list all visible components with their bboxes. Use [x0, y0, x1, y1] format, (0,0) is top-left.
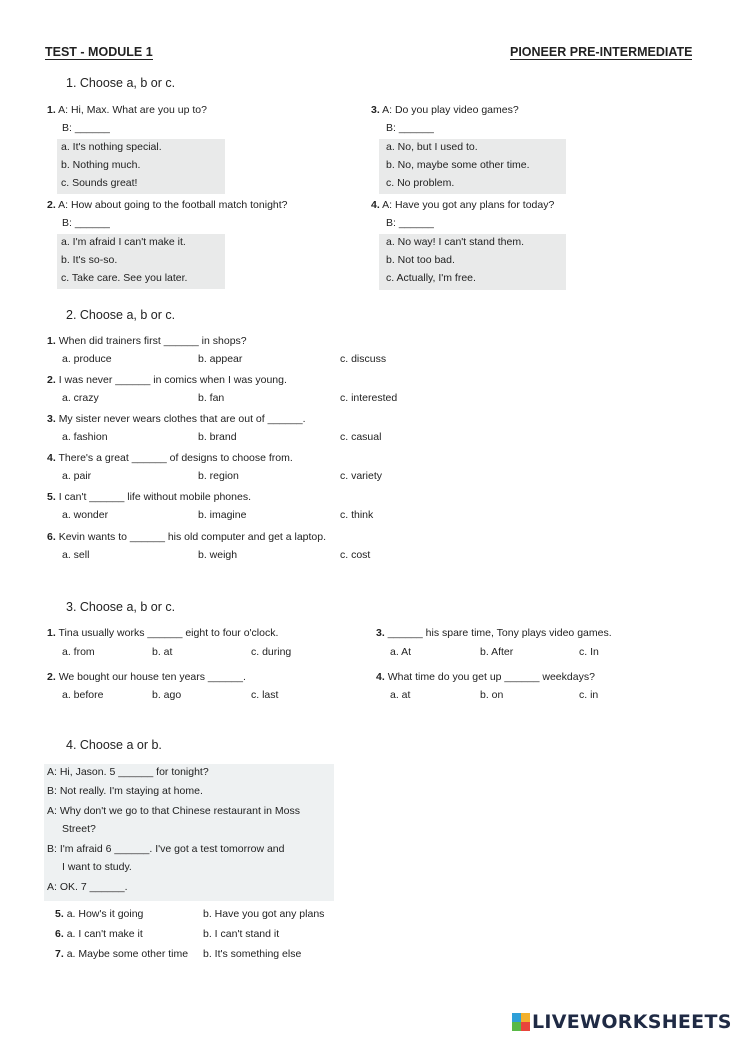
item-number: 4.: [376, 671, 385, 683]
question: [376, 627, 612, 640]
option-c[interactable]: c. last: [251, 689, 279, 701]
question-text: What time do you get up ______ weekdays?: [387, 671, 595, 683]
section-3-title: 3. Choose a, b or c.: [66, 600, 176, 614]
item-4-a-line: [371, 199, 554, 212]
item-number: 5.: [55, 908, 64, 920]
item-number: 4.: [47, 452, 56, 464]
option-c[interactable]: c. Actually, I'm free.: [386, 272, 476, 284]
item-number: 4.: [371, 199, 380, 211]
question: [47, 671, 246, 684]
option-a[interactable]: a. wonder: [62, 509, 109, 521]
option-a-text: a. I can't make it: [66, 928, 143, 940]
option-b[interactable]: b. Not too bad.: [386, 254, 455, 266]
badge-tile: [521, 1022, 530, 1031]
option-b[interactable]: b. brand: [198, 431, 237, 443]
item-3-a-line: [371, 104, 519, 117]
question-text: Tina usually works ______ eight to four o'clock.: [58, 627, 279, 639]
option-a[interactable]: a. pair: [62, 470, 92, 482]
question: [47, 374, 287, 387]
test-title: TEST - MODULE 1: [45, 45, 153, 59]
section-1-title: 1. Choose a, b or c.: [66, 76, 176, 90]
option-a[interactable]: [55, 908, 143, 921]
option-a[interactable]: a. It's nothing special.: [61, 141, 162, 153]
item-number: 2.: [47, 374, 56, 386]
question-text: A: Have you got any plans for today?: [382, 199, 555, 211]
question-text: ______ his spare time, Tony plays video games.: [387, 627, 612, 639]
question: [47, 335, 247, 348]
option-c[interactable]: c. No problem.: [386, 177, 455, 189]
option-b[interactable]: b. It's something else: [203, 948, 302, 960]
dialogue-line: A: OK. 7 ______.: [47, 881, 128, 893]
item-1-b-line[interactable]: B: ______: [62, 122, 110, 134]
option-c[interactable]: c. during: [251, 646, 292, 658]
option-a[interactable]: a. sell: [62, 549, 90, 561]
option-c[interactable]: c. variety: [340, 470, 383, 482]
option-c[interactable]: c. think: [340, 509, 374, 521]
dialogue-line: I want to study.: [62, 861, 132, 873]
question: [47, 531, 326, 544]
item-1-a-line: [47, 104, 207, 117]
option-b[interactable]: b. It's so-so.: [61, 254, 118, 266]
option-a[interactable]: a. At: [390, 646, 412, 658]
item-number: 3.: [376, 627, 385, 639]
option-c[interactable]: c. In: [579, 646, 599, 658]
item-2-a-line: [47, 199, 288, 212]
option-b[interactable]: b. fan: [198, 392, 225, 404]
question-text: We bought our house ten years ______.: [58, 671, 246, 683]
option-a[interactable]: a. I'm afraid I can't make it.: [61, 236, 186, 248]
option-a[interactable]: a. at: [390, 689, 411, 701]
question-text: I was never ______ in comics when I was young.: [58, 374, 287, 386]
section-2-title: 2. Choose a, b or c.: [66, 308, 176, 322]
liveworksheets-badge-icon: [512, 1013, 530, 1031]
question-text: Kevin wants to ______ his old computer and get a laptop.: [58, 531, 327, 543]
item-3-b-line[interactable]: B: ______: [386, 122, 434, 134]
option-a[interactable]: a. No way! I can't stand them.: [386, 236, 524, 248]
item-number: 7.: [55, 948, 64, 960]
question-text: A: Do you play video games?: [382, 104, 519, 116]
option-c[interactable]: c. casual: [340, 431, 382, 443]
book-title: PIONEER PRE-INTERMEDIATE: [510, 45, 693, 59]
item-number: 6.: [47, 531, 56, 543]
item-number: 5.: [47, 491, 56, 503]
option-c[interactable]: c. discuss: [340, 353, 387, 365]
option-b[interactable]: b. No, maybe some other time.: [386, 159, 530, 171]
question-text: A: Hi, Max. What are you up to?: [58, 104, 207, 116]
question: [47, 491, 251, 504]
option-b[interactable]: b. region: [198, 470, 239, 482]
badge-tile: [521, 1013, 530, 1022]
option-b[interactable]: b. weigh: [198, 549, 238, 561]
item-number: 2.: [47, 671, 56, 683]
item-number: 3.: [47, 413, 56, 425]
dialogue-line: B: I'm afraid 6 ______. I've got a test tomorrow and: [47, 843, 285, 855]
option-b[interactable]: b. I can't stand it: [203, 928, 280, 940]
option-b[interactable]: b. at: [152, 646, 173, 658]
option-b[interactable]: b. appear: [198, 353, 243, 365]
option-a[interactable]: a. fashion: [62, 431, 108, 443]
dialogue-line: B: Not really. I'm staying at home.: [47, 785, 203, 797]
badge-tile: [512, 1013, 521, 1022]
option-c[interactable]: c. cost: [340, 549, 371, 561]
item-2-b-line[interactable]: B: ______: [62, 217, 110, 229]
item-number: 1.: [47, 104, 56, 116]
dialogue-line: Street?: [62, 823, 96, 835]
question-text: A: How about going to the football match tonight?: [58, 199, 288, 211]
item-number: 2.: [47, 199, 56, 211]
option-a[interactable]: a. crazy: [62, 392, 99, 404]
option-a[interactable]: a. produce: [62, 353, 112, 365]
item-number: 1.: [47, 335, 56, 347]
option-c[interactable]: c. in: [579, 689, 599, 701]
dialogue-line: A: Why don't we go to that Chinese restaurant in Moss: [47, 805, 300, 817]
option-a-text: a. How's it going: [66, 908, 144, 920]
dialogue-line: A: Hi, Jason. 5 ______ for tonight?: [47, 766, 209, 778]
option-c[interactable]: c. interested: [340, 392, 398, 404]
section-4-title: 4. Choose a or b.: [66, 738, 162, 752]
option-a-text: a. Maybe some other time: [66, 948, 189, 960]
item-4-b-line[interactable]: B: ______: [386, 217, 434, 229]
question: [47, 413, 306, 426]
question-text: There's a great ______ of designs to choose from.: [58, 452, 293, 464]
item-number: 6.: [55, 928, 64, 940]
question: [47, 627, 278, 640]
option-b[interactable]: b. Have you got any plans: [203, 908, 325, 920]
item-number: 3.: [371, 104, 380, 116]
option-b[interactable]: b. After: [480, 646, 514, 658]
option-c[interactable]: c. Sounds great!: [61, 177, 138, 189]
option-a[interactable]: [55, 948, 188, 961]
option-b[interactable]: b. Nothing much.: [61, 159, 141, 171]
question: [376, 671, 595, 684]
option-c[interactable]: c. Take care. See you later.: [61, 272, 188, 284]
liveworksheets-logo[interactable]: LIVEWORKSHEETS: [532, 1011, 732, 1033]
question-text: My sister never wears clothes that are out of ______.: [58, 413, 306, 425]
question-text: When did trainers first ______ in shops?: [58, 335, 247, 347]
question-text: I can't ______ life without mobile phones.: [58, 491, 251, 503]
item-number: 1.: [47, 627, 56, 639]
question: [47, 452, 293, 465]
option-a[interactable]: a. No, but I used to.: [386, 141, 478, 153]
option-a[interactable]: a. before: [62, 689, 104, 701]
option-b[interactable]: b. ago: [152, 689, 182, 701]
option-a[interactable]: a. from: [62, 646, 95, 658]
option-b[interactable]: b. imagine: [198, 509, 247, 521]
badge-tile: [512, 1022, 521, 1031]
option-a[interactable]: [55, 928, 143, 941]
option-b[interactable]: b. on: [480, 689, 504, 701]
